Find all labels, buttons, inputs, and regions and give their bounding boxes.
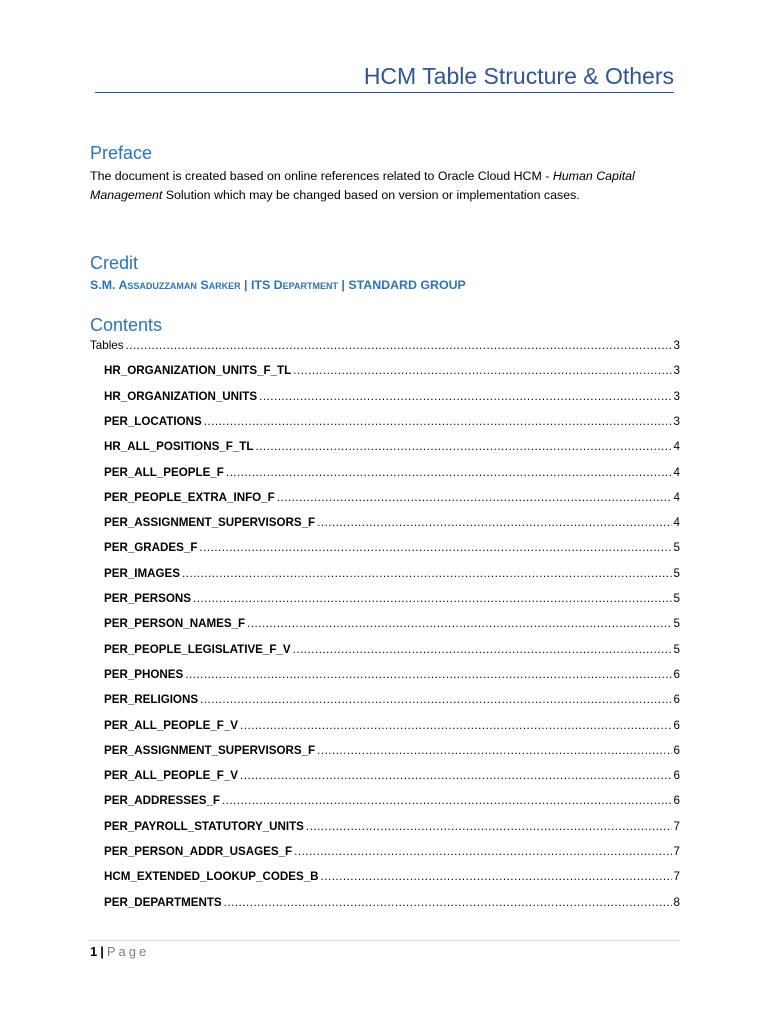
toc-dot-leader [126,337,672,355]
toc-entry-title: PER_PERSONS [104,592,191,605]
toc-entry-link[interactable] [90,666,680,684]
toc-page-number: 3 [673,339,680,352]
toc-entry-title: HCM_EXTENDED_LOOKUP_CODES_B [104,870,319,884]
page-footer [90,943,149,961]
toc-section-link[interactable] [90,337,680,355]
page-word: Page [106,944,150,959]
preface-text-a: The document is created based on online references related to Oracle Cloud HCM - [90,169,553,183]
toc-page-number: 7 [673,845,680,858]
toc-dot-leader [247,615,671,633]
toc-entry-title: HR_ORGANIZATION_UNITS_F_TL [104,364,292,378]
toc-entry-link[interactable] [90,843,680,861]
toc-entry-link[interactable] [90,742,680,760]
toc-dot-leader [321,868,672,886]
toc-page-number: 6 [673,667,680,681]
toc-entry-link[interactable] [90,489,680,507]
toc-dot-leader [240,717,672,735]
toc-entry-title: PER_ALL_PEOPLE_F_V [104,769,239,783]
toc-dot-leader [226,464,672,482]
credit-department: ITS Department [250,278,338,292]
toc-dot-leader [193,590,672,608]
toc-entry-link[interactable] [90,388,680,406]
toc-entry-title: PER_PERSON_ADDR_USAGES_F [104,845,293,858]
toc-entry-link[interactable] [90,818,680,836]
toc-entry-link[interactable] [90,641,680,659]
toc-page-number: 4 [673,440,680,454]
toc-entry-title: PER_RELIGIONS [104,693,199,707]
toc-entry-title: Tables [90,339,124,352]
toc-entry-link[interactable] [90,438,680,456]
toc-entry-link[interactable] [90,691,680,709]
toc-page-number: 6 [673,693,680,707]
toc-entry-title: PER_PAYROLL_STATUTORY_UNITS [104,819,304,833]
toc-dot-leader [185,666,671,684]
footer-divider [88,940,680,941]
toc-entry-title: PER_ADDRESSES_F [104,794,220,808]
toc-dot-leader [200,691,671,709]
toc-page-number: 5 [673,642,680,656]
toc-entry-title: PER_PERSON_NAMES_F [104,617,246,631]
toc-entry-link[interactable] [90,565,680,583]
toc-page-number: 4 [673,490,680,504]
toc-page-number: 7 [673,819,680,833]
toc-entry-title: HR_ALL_POSITIONS_F_TL [104,440,254,454]
toc-entry-link[interactable] [90,514,680,532]
toc-entry-title: PER_ASSIGNMENT_SUPERVISORS_F [104,516,316,530]
toc-page-number: 4 [673,465,680,479]
toc-page-number: 6 [673,743,680,757]
preface-text [90,167,675,205]
preface-heading: Preface [90,143,153,163]
toc-dot-leader [294,843,671,861]
toc-entry-link[interactable] [90,717,680,735]
toc-dot-leader [317,514,671,532]
footer-separator: | [100,944,104,959]
credit-separator: | [240,278,251,292]
toc-page-number: 6 [673,718,680,732]
toc-entry-link[interactable] [90,894,680,912]
preface-text-italic: Human Capital Management [90,169,635,202]
toc-entry-title: PER_DEPARTMENTS [104,895,222,909]
toc-page-number: 5 [673,566,680,580]
toc-dot-leader [259,388,671,406]
toc-dot-leader [182,565,672,583]
toc-entry-title: HR_ORGANIZATION_UNITS [104,389,258,403]
credit-heading: Credit [90,253,139,273]
toc-entry-link[interactable] [90,464,680,482]
toc-entry-link[interactable] [90,615,680,633]
toc-page-number: 5 [673,617,680,631]
toc-page-number: 8 [673,895,680,909]
contents-heading: Contents [90,315,163,335]
toc-entry-title: PER_ASSIGNMENT_SUPERVISORS_F [104,743,316,757]
toc-dot-leader [277,489,672,507]
toc-entry-link[interactable] [90,792,680,810]
credit-author: S.M. Assaduzzaman Sarker [90,278,241,292]
toc-entry-title: PER_PHONES [104,667,184,681]
toc-page-number: 3 [673,389,680,403]
toc-page-number: 5 [673,541,680,555]
credit-line [90,276,466,294]
toc-dot-leader [199,539,671,557]
credit-company: STANDARD GROUP [348,278,466,292]
toc-page-number: 6 [673,769,680,783]
toc-entry-title: PER_IMAGES [104,566,181,580]
toc-dot-leader [255,438,671,456]
toc-dot-leader [306,818,672,836]
toc-entry-link[interactable] [90,413,680,431]
toc-entry-link[interactable] [90,868,680,886]
toc-entry-link[interactable] [90,362,680,380]
document-title: HCM Table Structure & Others [95,62,674,93]
toc-entry-title: PER_GRADES_F [104,541,198,555]
toc-entry-link[interactable] [90,767,680,785]
toc-page-number: 7 [673,870,680,884]
toc-entry-title: PER_PEOPLE_EXTRA_INFO_F [104,490,275,504]
toc-entry-title: PER_ALL_PEOPLE_F_V [104,718,239,732]
page-number: 1 [90,944,98,959]
toc-page-number: 4 [673,516,680,530]
toc-entry-title: PER_LOCATIONS [104,414,202,428]
toc-dot-leader [224,894,672,912]
toc-page-number: 6 [673,794,680,808]
toc-dot-leader [222,792,672,810]
toc-entry-link[interactable] [90,590,680,608]
toc-entry-link[interactable] [90,539,680,557]
toc-dot-leader [240,767,672,785]
toc-page-number: 5 [673,592,680,605]
preface-text-b: Solution which may be changed based on version or implementation cases. [162,188,580,202]
toc-page-number: 3 [673,414,680,428]
toc-dot-leader [204,413,672,431]
credit-separator: | [337,278,349,292]
toc-dot-leader [293,362,671,380]
toc-page-number: 3 [673,364,680,378]
toc-dot-leader [293,641,672,659]
toc-entry-title: PER_PEOPLE_LEGISLATIVE_F_V [104,642,291,656]
toc-entry-title: PER_ALL_PEOPLE_F [104,465,224,479]
toc-dot-leader [317,742,671,760]
